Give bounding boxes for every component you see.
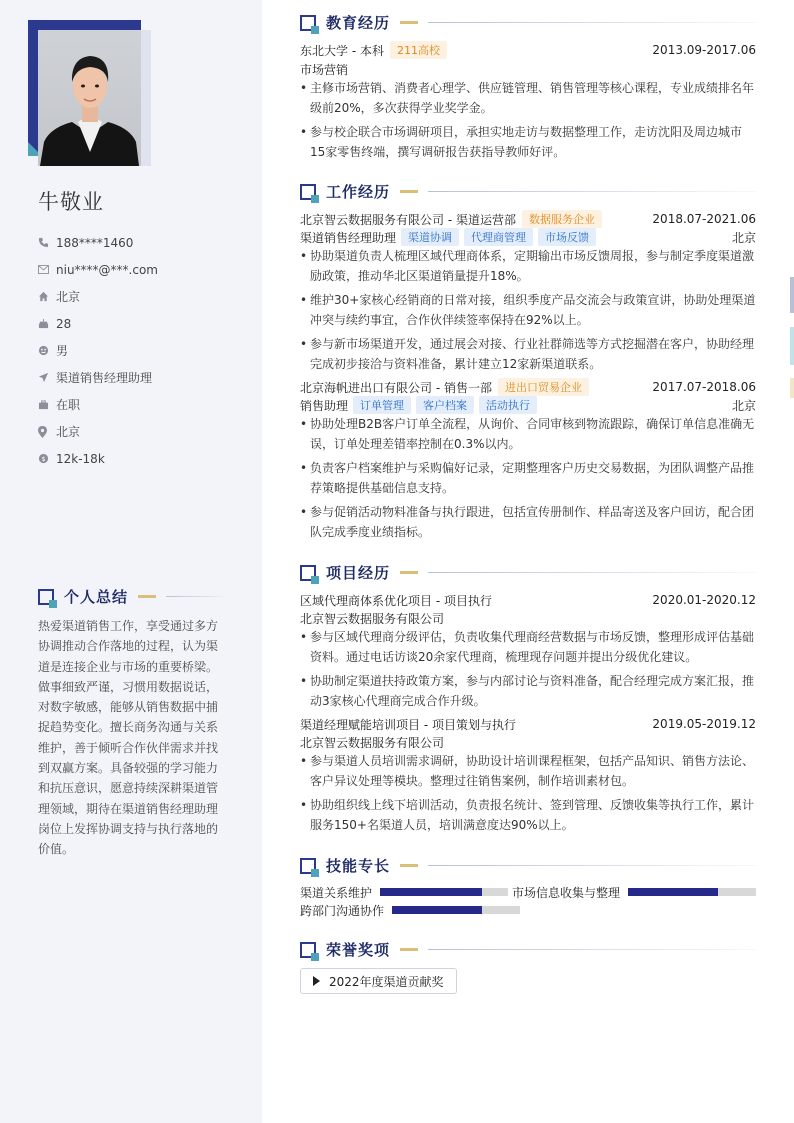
skill-tag: 订单管理 xyxy=(353,396,411,414)
skill-item xyxy=(512,884,756,900)
project-org: 北京智云数据服务有限公司 xyxy=(300,611,445,626)
job-city: 北京 xyxy=(731,230,756,245)
info-text: 12k-18k xyxy=(56,451,105,466)
education-bullet: • 主修市场营销、消费者心理学、供应链管理、销售管理等核心课程，专业成绩排名年级前20%，多次获得学业奖学金。 xyxy=(300,78,756,118)
info-text: 男 xyxy=(56,344,69,358)
school-name: 东北大学 - 本科 xyxy=(300,43,384,58)
edge-strip-gold xyxy=(790,378,794,398)
info-salary xyxy=(38,445,248,472)
skill-tag: 渠道协调 xyxy=(401,228,459,246)
gold-divider xyxy=(138,595,156,598)
skill-tag: 活动执行 xyxy=(479,396,537,414)
project-org-row xyxy=(300,733,756,751)
gold-divider xyxy=(400,21,418,24)
project-org-row xyxy=(300,609,756,627)
section-square-icon xyxy=(300,184,316,200)
section-square-icon xyxy=(38,589,54,605)
job-header xyxy=(300,378,756,396)
project-name: 区域代理商体系优化项目 - 项目执行 xyxy=(300,593,492,608)
skill-bar-fill xyxy=(628,888,718,896)
company-tag: 进出口贸易企业 xyxy=(498,378,589,396)
sidebar xyxy=(0,0,262,1123)
skill-bar xyxy=(392,906,520,914)
projects-title: 项目经历 xyxy=(326,564,391,582)
summary-text: 热爱渠道销售工作，享受通过多方协调推动合作落地的过程，认为渠道是连接企业与市场的重要桥梁。做事细致严谨，习惯用数据说话，对数字敏感，能够从销售数据中捕捉趋势变化。擅长商务沟通与关系维护，善于倾听合作伙伴需求并找到双赢方案。具备较强的学习能力和抗压意识，愿意持续深耕渠道管理领域，期待在渠道销售经理助理岗位上发挥协调支持与执行落地的价值。 xyxy=(38,619,219,857)
mail-icon xyxy=(38,265,56,274)
project-bullet: • 参与渠道人员培训需求调研，协助设计培训课程框架，包括产品知识、销售方法论、客户异议处理等模块。整理过往销售案例，制作培训素材包。 xyxy=(300,751,756,791)
job-role-row xyxy=(300,228,756,246)
awards-title: 荣誉奖项 xyxy=(326,941,391,959)
info-text: niu****@***.com xyxy=(56,262,158,277)
info-target-city xyxy=(38,418,248,445)
summary-title: 个人总结 xyxy=(64,588,129,606)
skill-item xyxy=(300,884,508,900)
section-square-icon xyxy=(300,15,316,31)
project-bullet: • 参与区域代理商分级评估，负责收集代理商经营数据与市场反馈，整理形成评估基础资料。通过电话访谈20余家代理商，梳理现存问题并提出分级优化建议。 xyxy=(300,627,756,667)
send-icon xyxy=(38,372,56,383)
company-tag: 数据服务企业 xyxy=(522,210,602,228)
cake-icon xyxy=(38,318,56,329)
awards-section-header xyxy=(300,939,756,960)
work-section-header xyxy=(300,181,756,202)
job-date: 2017.07-2018.06 xyxy=(652,380,756,394)
education-header xyxy=(300,41,756,59)
company-name: 北京智云数据服务有限公司 - 渠道运营部 xyxy=(300,212,516,227)
gold-divider xyxy=(400,864,418,867)
skill-tag: 市场反馈 xyxy=(538,228,596,246)
skill-tag: 客户档案 xyxy=(416,396,474,414)
gold-divider xyxy=(400,190,418,193)
project-date: 2020.01-2020.12 xyxy=(652,593,756,607)
education-major-row xyxy=(300,60,756,78)
company-name: 北京海帆进出口有限公司 - 销售一部 xyxy=(300,380,492,395)
thin-divider xyxy=(428,191,756,192)
thin-divider xyxy=(428,949,756,950)
gold-divider xyxy=(400,571,418,574)
project-header xyxy=(300,715,756,733)
project-header xyxy=(300,591,756,609)
education-date: 2013.09-2017.06 xyxy=(652,43,756,57)
skill-bar-fill xyxy=(392,906,482,914)
job-bullet: • 维护30+家核心经销商的日常对接，组织季度产品交流会与政策宣讲，协助处理渠道冲突与续约事宜，合作伙伴续签率保持在92%以上。 xyxy=(300,290,756,330)
major: 市场营销 xyxy=(300,62,349,77)
info-location xyxy=(38,283,248,310)
skill-name: 市场信息收集与整理 xyxy=(512,885,621,900)
info-text: 28 xyxy=(56,316,72,331)
info-text: 渠道销售经理助理 xyxy=(56,371,153,385)
project-org: 北京智云数据服务有限公司 xyxy=(300,735,445,750)
home-icon xyxy=(38,291,56,302)
award-item xyxy=(300,968,457,994)
job-city: 北京 xyxy=(731,398,756,413)
salary-icon xyxy=(38,453,56,464)
info-age xyxy=(38,310,248,337)
education-bullet: • 参与校企联合市场调研项目，承担实地走访与数据整理工作，走访沈阳及周边城市15家零售终端，撰写调研报告获指导教师好评。 xyxy=(300,122,756,162)
gender-icon xyxy=(38,345,56,356)
project-bullet: • 协助组织线上线下培训活动，负责报名统计、签到管理、反馈收集等执行工作，累计服务150+名渠道人员，培训满意度达90%以上。 xyxy=(300,795,756,835)
job-bullet: • 协助处理B2B客户订单全流程，从询价、合同审核到物流跟踪，确保订单信息准确无误，订单处理差错率控制在0.3%以内。 xyxy=(300,414,756,454)
job-role-row xyxy=(300,396,756,414)
info-status xyxy=(38,391,248,418)
job-bullet: • 参与促销活动物料准备与执行跟进，包括宣传册制作、样品寄送及客户回访，配合团队完成季度业绩指标。 xyxy=(300,502,756,542)
info-text: 北京 xyxy=(56,290,81,304)
gold-divider xyxy=(400,948,418,951)
edge-strip-teal xyxy=(790,327,794,365)
skill-tag: 代理商管理 xyxy=(464,228,533,246)
personal-info-list xyxy=(38,229,248,472)
thin-divider xyxy=(428,572,756,573)
edge-strip-blue xyxy=(790,277,794,313)
project-name: 渠道经理赋能培训项目 - 项目策划与执行 xyxy=(300,717,516,732)
project-date: 2019.05-2019.12 xyxy=(652,717,756,731)
info-gender xyxy=(38,337,248,364)
skill-bar-fill xyxy=(380,888,482,896)
play-triangle-icon xyxy=(313,976,320,986)
phone-icon xyxy=(38,237,56,248)
skill-name: 跨部门沟通协作 xyxy=(300,903,385,918)
education-title: 教育经历 xyxy=(326,14,391,32)
skills-section-header xyxy=(300,855,756,876)
info-email xyxy=(38,256,248,283)
section-square-icon xyxy=(300,858,316,874)
info-text: 北京 xyxy=(56,425,81,439)
job-bullet: • 负责客户档案维护与采购偏好记录，定期整理客户历史交易数据，为团队调整产品推荐策略提供基础信息支持。 xyxy=(300,458,756,498)
info-text: 188****1460 xyxy=(56,235,134,250)
education-section-header xyxy=(300,12,756,33)
thin-divider xyxy=(428,22,756,23)
thin-divider xyxy=(166,596,224,597)
briefcase-icon xyxy=(38,400,56,410)
award-text: 2022年度渠道贡献奖 xyxy=(329,974,444,989)
section-square-icon xyxy=(300,565,316,581)
project-bullet: • 协助制定渠道扶持政策方案，参与内部讨论与资料准备，配合经理完成方案汇报，推动3家核心代理商完成合作升级。 xyxy=(300,671,756,711)
skill-name: 渠道关系维护 xyxy=(300,885,373,900)
location-pin-icon xyxy=(38,426,56,438)
job-bullet: • 协助渠道负责人梳理区域代理商体系，定期输出市场反馈周报，参与制定季度渠道激励政策，推动华北区渠道销量提升18%。 xyxy=(300,246,756,286)
avatar xyxy=(38,30,141,166)
svg-text:$: $ xyxy=(41,454,46,463)
section-square-icon xyxy=(300,942,316,958)
job-role: 销售助理 xyxy=(300,398,349,413)
candidate-name: 牛敬业 xyxy=(38,190,104,214)
job-role: 渠道销售经理助理 xyxy=(300,230,397,245)
skills-title: 技能专长 xyxy=(326,857,391,875)
job-bullet: • 参与新市场渠道开发，通过展会对接、行业社群筛选等方式挖掘潜在客户，协助经理完成初步接洽与资料准备，累计建立12家新渠道联系。 xyxy=(300,334,756,374)
photo-shadow xyxy=(141,30,151,166)
work-title: 工作经历 xyxy=(326,183,391,201)
summary-section-header xyxy=(38,586,224,607)
job-header xyxy=(300,210,756,228)
projects-section-header xyxy=(300,562,756,583)
thin-divider xyxy=(428,865,756,866)
school-tag: 211高校 xyxy=(390,41,447,59)
info-position xyxy=(38,364,248,391)
skill-bar xyxy=(628,888,756,896)
job-date: 2018.07-2021.06 xyxy=(652,212,756,226)
info-text: 在职 xyxy=(56,398,81,412)
skill-item xyxy=(300,902,520,918)
info-phone xyxy=(38,229,248,256)
skill-bar xyxy=(380,888,508,896)
